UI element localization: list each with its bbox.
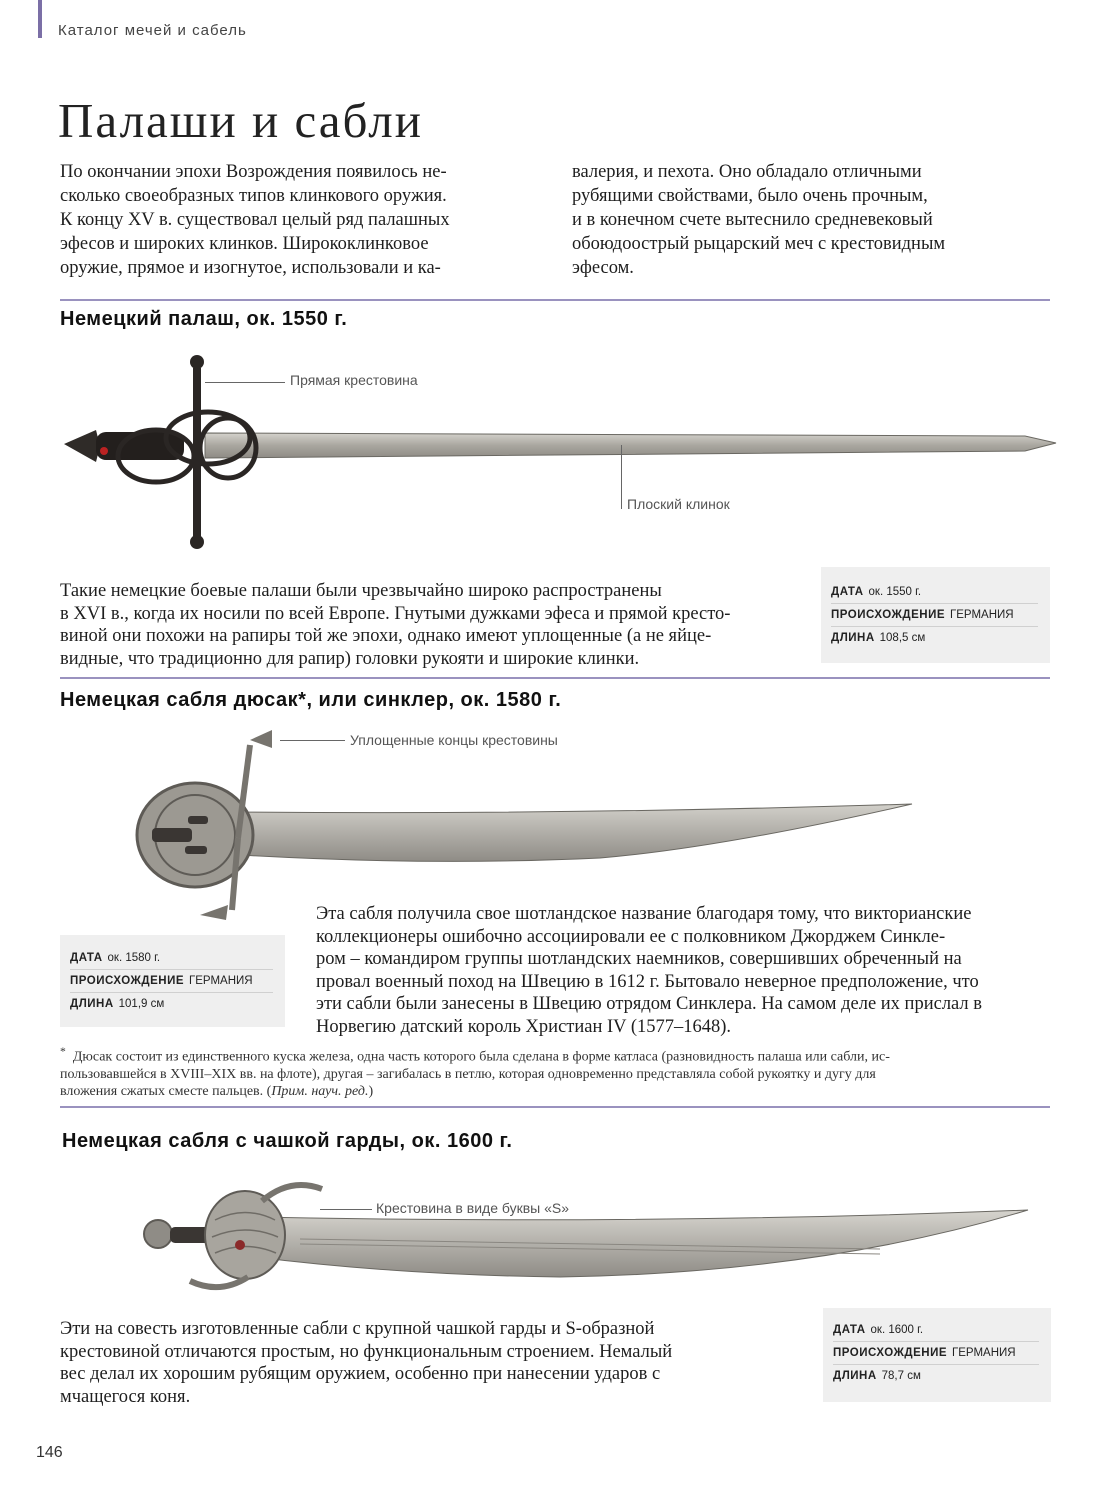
info-value: 108,5 см [879, 632, 926, 644]
text-line: Такие немецкие боевые палаши были чрезвычайно широко распространены [60, 581, 662, 601]
intro-line: валерия, и пехота. Оно обладало отличными [572, 162, 922, 182]
intro-line: эфесов и широких клинков. Ширококлинковое [60, 234, 429, 254]
running-head: Каталог мечей и сабель [58, 22, 247, 39]
callout-leader [280, 740, 345, 741]
text-line: вес делал их хорошим рубящим оружием, особенно при нанесении ударов с [60, 1364, 661, 1384]
callout-straight-crossguard: Прямая крестовина [290, 372, 418, 388]
callout-leader [205, 382, 285, 383]
info-value: 101,9 см [118, 998, 165, 1010]
section-divider [60, 299, 1050, 301]
text-line: крестовиной отличаются простым, но функциональным строением. Немалый [60, 1341, 673, 1362]
info-date-row [831, 581, 1038, 604]
dusack-saber-image [0, 720, 1109, 930]
info-date-row [833, 1319, 1039, 1342]
footnote [60, 1043, 1055, 1100]
callout-leader [621, 445, 622, 509]
info-label: ДАТА [831, 586, 864, 598]
callout-flattened-crossguard-ends: Уплощенные концы крестовины [350, 732, 558, 748]
info-value: 78,7 см [881, 1370, 921, 1382]
info-label: ПРОИСХОЖДЕНИЕ [831, 609, 946, 621]
info-label: ДАТА [833, 1324, 866, 1336]
intro-line: рубящими свойствами, было очень прочным, [572, 186, 928, 206]
info-label: ДЛИНА [70, 998, 114, 1010]
broadsword-image [0, 340, 1109, 560]
section-title: Немецкая сабля с чашкой гарды, ок. 1600 г. [62, 1130, 513, 1152]
intro-left-column [60, 160, 540, 280]
info-box [823, 1308, 1051, 1402]
text-line: Эта сабля получила свое шотландское название благодаря тому, что викторианские [316, 904, 972, 924]
section-divider [60, 1106, 1050, 1108]
text-line: виной они похожи на рапиры той же эпохи, однако имеют уплощенные (а не яйце- [60, 626, 712, 646]
intro-line: К концу XV в. существовал целый ряд палашных [60, 210, 450, 230]
text-line: коллекционеры ошибочно ассоциировали ее с полковником Джорджем Синкле- [316, 926, 946, 947]
section-divider [60, 677, 1050, 679]
section-body [60, 580, 805, 670]
header-accent-bar [38, 0, 42, 38]
callout-s-shaped-crossguard: Крестовина в виде буквы «S» [376, 1200, 569, 1216]
info-value: ГЕРМАНИЯ [189, 975, 253, 987]
info-value: ок. 1580 г. [107, 952, 161, 964]
text-line: Норвегию датский король Христиан IV (1577–1648). [316, 1016, 732, 1037]
info-label: ДАТА [70, 952, 103, 964]
callout-flat-blade: Плоский клинок [627, 496, 730, 512]
info-origin-row [70, 970, 273, 993]
intro-line: эфесом. [572, 258, 634, 278]
footnote-text: вложения сжатых сместе пальцев. ( [60, 1083, 272, 1099]
info-label: ПРОИСХОЖДЕНИЕ [833, 1347, 948, 1359]
info-label: ПРОИСХОЖДЕНИЕ [70, 975, 185, 987]
footnote-editor-note: Прим. науч. ред. [271, 1083, 369, 1099]
info-length-row [831, 627, 1038, 649]
info-date-row [70, 947, 273, 970]
section-body [60, 1318, 800, 1408]
intro-right-column [572, 160, 1052, 280]
info-length-row [70, 993, 273, 1015]
info-origin-row [831, 604, 1038, 627]
info-length-row [833, 1365, 1039, 1387]
footnote-marker: * [60, 1045, 66, 1058]
text-line: видные, что традиционно для рапир) головки рукояти и широкие клинки. [60, 648, 640, 669]
text-line: в XVI в., когда их носили по всей Европе. Гнутыми дужками эфеса и прямой кресто- [60, 603, 731, 624]
info-label: ДЛИНА [831, 632, 875, 644]
text-line: провал военный поход на Швецию в 1612 г. Бытовало неверное предположение, что [316, 971, 979, 992]
section-title: Немецкий палаш, ок. 1550 г. [60, 308, 348, 330]
info-value: ок. 1550 г. [868, 586, 922, 598]
footnote-text: ) [368, 1083, 374, 1099]
intro-line: оружие, прямое и изогнутое, использовали и ка- [60, 258, 441, 278]
info-label: ДЛИНА [833, 1370, 877, 1382]
callout-leader [320, 1209, 372, 1210]
text-line: мчащегося коня. [60, 1386, 191, 1407]
text-line: эти сабли были занесены в Швецию отрядом Синклера. На самом деле их прислал в [316, 994, 983, 1014]
page-number: 146 [36, 1444, 63, 1461]
info-box [821, 567, 1050, 663]
footnote-line: пользовавшейся в XVIII–XIX вв. на флоте), другая – загибалась в петлю, которая одновременно представляла собой рукоятку и дугу для [60, 1066, 876, 1082]
info-value: ГЕРМАНИЯ [950, 609, 1014, 621]
intro-line: По окончании эпохи Возрождения появилось не- [60, 162, 447, 182]
intro-line: обоюдоострый рыцарский меч с крестовидным [572, 234, 946, 254]
text-line: ром – командиром группы шотландских наемников, совершивших обреченный на [316, 949, 962, 969]
cup-hilt-saber-image [0, 1165, 1109, 1305]
info-value: ок. 1600 г. [870, 1324, 924, 1336]
info-box [60, 935, 285, 1027]
section-body [316, 903, 1076, 1038]
section-title: Немецкая сабля дюсак*, или синклер, ок. 1580 г. [60, 689, 562, 711]
info-origin-row [833, 1342, 1039, 1365]
intro-line: сколько своеобразных типов клинкового оружия. [60, 186, 447, 206]
footnote-line [60, 1083, 1055, 1100]
footnote-line [60, 1043, 1055, 1066]
info-value: ГЕРМАНИЯ [952, 1347, 1016, 1359]
text-line: Эти на совесть изготовленные сабли с крупной чашкой гарды и S-образной [60, 1319, 655, 1339]
page-title: Палаши и сабли [58, 93, 423, 148]
intro-line: и в конечном счете вытеснило средневековый [572, 210, 933, 230]
footnote-text: Дюсак состоит из единственного куска железа, одна часть которого была сделана в форме катласа (разновидность палаша или сабли, ис- [72, 1049, 890, 1065]
